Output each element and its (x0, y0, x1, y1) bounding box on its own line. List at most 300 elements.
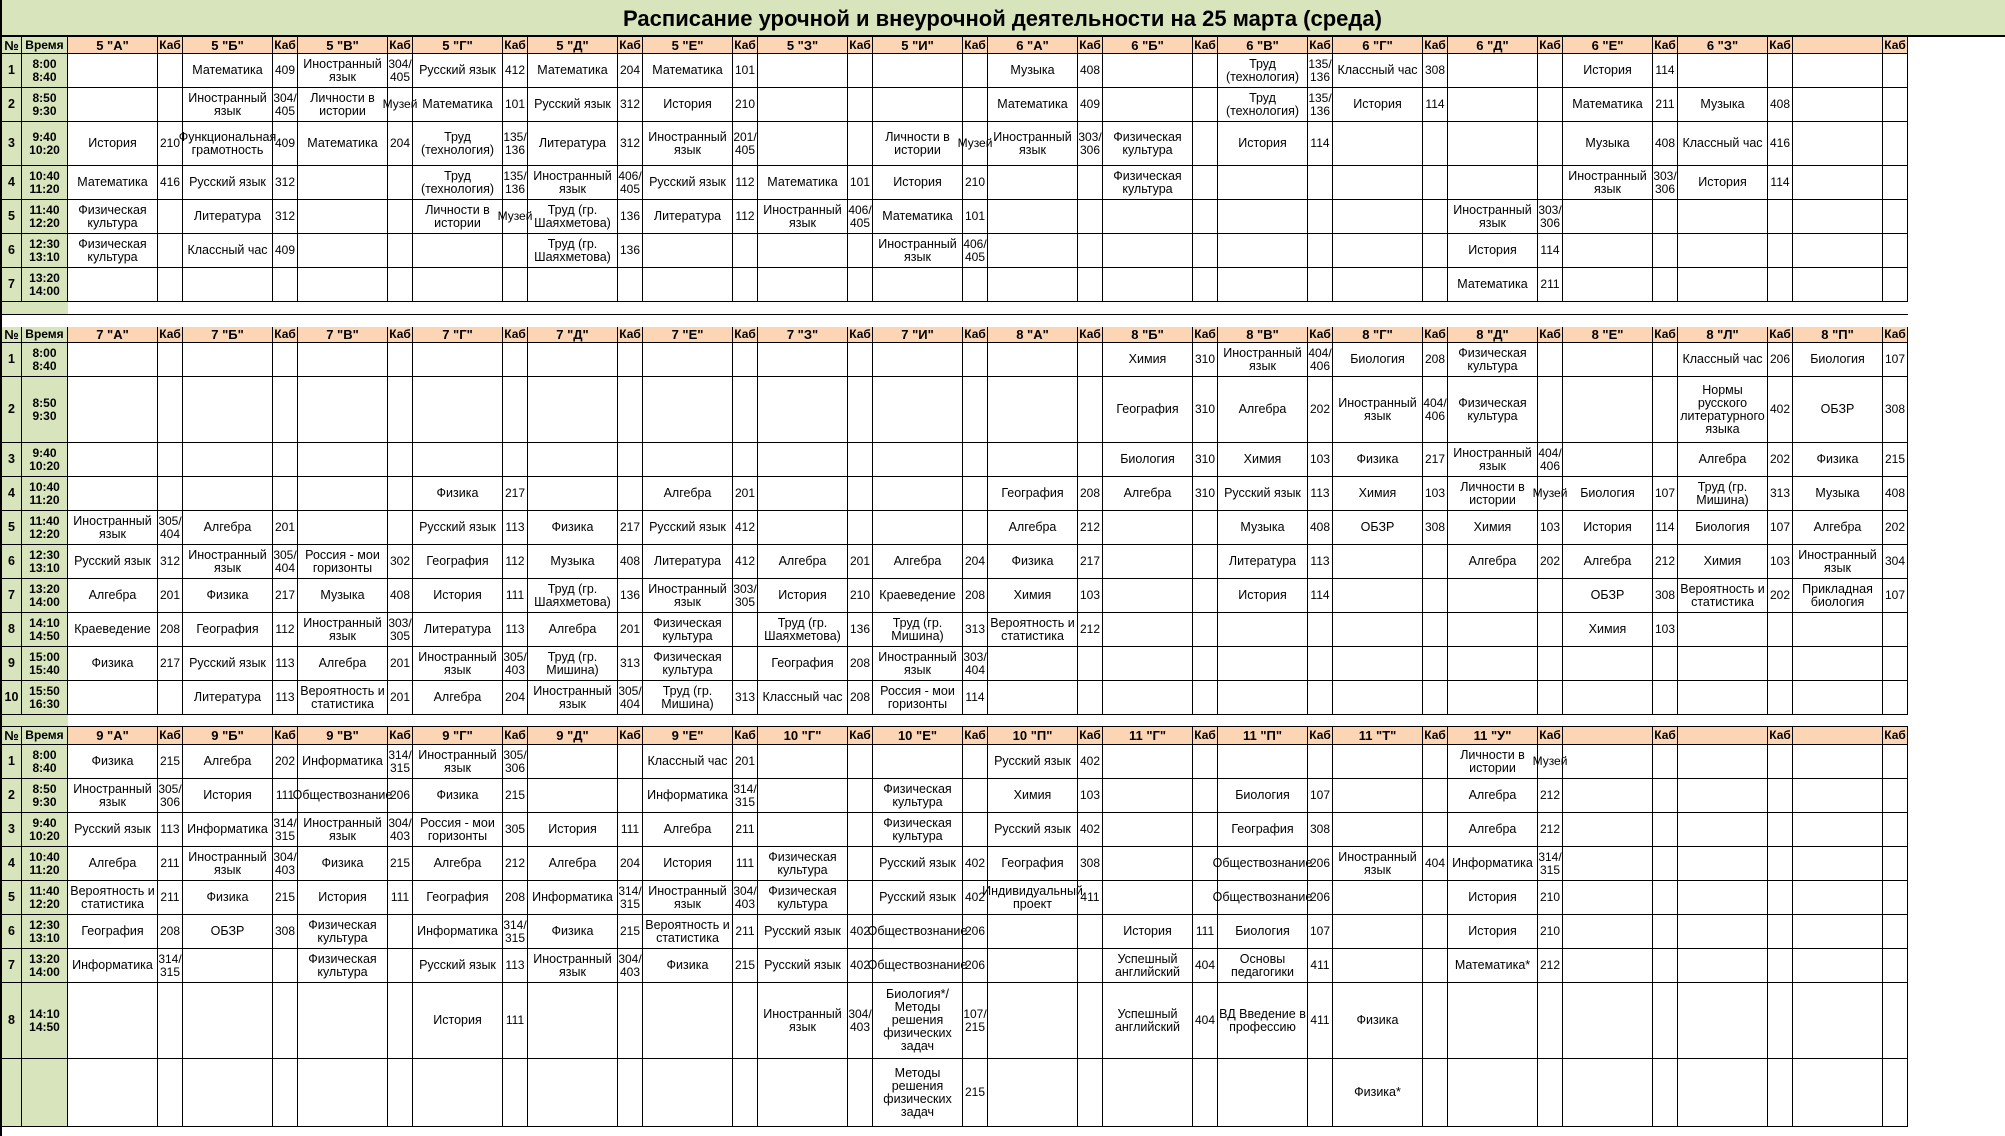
room-cell: 210 (1538, 881, 1563, 915)
room-cell: 312 (273, 200, 298, 234)
room-cell: 305/ 403 (503, 647, 528, 681)
room-cell: 107 (1768, 511, 1793, 545)
subject-cell (758, 511, 848, 545)
subject-cell: Русский язык (643, 166, 733, 200)
subject-cell (1103, 88, 1193, 122)
subject-cell: Русский язык (873, 881, 963, 915)
header-room: Каб (503, 37, 528, 54)
subject-cell (1103, 813, 1193, 847)
room-cell: 402 (1078, 813, 1103, 847)
subject-cell (183, 949, 273, 983)
header-class: 7 "В" (298, 327, 388, 343)
subject-cell (1333, 745, 1423, 779)
subject-cell (1793, 847, 1883, 881)
subject-cell (643, 234, 733, 268)
room-cell: 113 (273, 647, 298, 681)
room-cell (848, 1059, 873, 1127)
room-cell (733, 343, 758, 377)
header-class: 10 "П" (988, 727, 1078, 745)
room-cell (618, 1059, 643, 1127)
room-cell: 114 (1308, 122, 1333, 166)
room-cell (1193, 234, 1218, 268)
subject-cell: Физическая культура (643, 647, 733, 681)
header-room: Каб (1078, 37, 1103, 54)
subject-cell (1678, 813, 1768, 847)
room-cell (388, 477, 413, 511)
lesson-time: 14:10 14:50 (22, 983, 68, 1059)
subject-cell: Химия (1448, 511, 1538, 545)
subject-cell (988, 443, 1078, 477)
subject-cell (873, 268, 963, 302)
subject-cell (988, 681, 1078, 715)
header-class: 6 "Б" (1103, 37, 1193, 54)
room-cell: 314/ 315 (1538, 847, 1563, 881)
subject-cell (1678, 268, 1768, 302)
lesson-time: 11:40 12:20 (22, 200, 68, 234)
room-cell (158, 88, 183, 122)
room-cell (273, 983, 298, 1059)
room-cell: 411 (1308, 983, 1333, 1059)
subject-cell: История (68, 122, 158, 166)
subject-cell: Русский язык (873, 847, 963, 881)
room-cell (963, 343, 988, 377)
subject-cell (183, 268, 273, 302)
room-cell: 211 (1538, 268, 1563, 302)
header-class (1793, 727, 1883, 745)
subject-cell (758, 1059, 848, 1127)
subject-cell: История (1448, 881, 1538, 915)
room-cell (1423, 647, 1448, 681)
subject-cell: Физика (68, 745, 158, 779)
room-cell (1653, 443, 1678, 477)
subject-cell: Информатика (643, 779, 733, 813)
header-room: Каб (1078, 727, 1103, 745)
lesson-number: 3 (2, 122, 22, 166)
header-room: Каб (1308, 727, 1333, 745)
lesson-time: 9:40 10:20 (22, 122, 68, 166)
room-cell (1883, 166, 1908, 200)
room-cell: 308 (1423, 511, 1448, 545)
subject-cell: Математика (528, 54, 618, 88)
room-cell: 107 (1308, 779, 1333, 813)
room-cell (1653, 647, 1678, 681)
subject-cell (298, 343, 388, 377)
room-cell: 308 (1308, 813, 1333, 847)
room-cell (1078, 915, 1103, 949)
header-num: № (2, 37, 22, 54)
subject-cell: Физическая культура (873, 779, 963, 813)
header-room: Каб (1423, 727, 1448, 745)
subject-cell: Обществознание (1218, 881, 1308, 915)
subject-cell: Физическая культура (68, 200, 158, 234)
room-cell (1193, 268, 1218, 302)
subject-cell: Иностранный язык (68, 779, 158, 813)
room-cell (1883, 54, 1908, 88)
room-cell: 111 (503, 983, 528, 1059)
room-cell: 310 (1193, 477, 1218, 511)
subject-cell (1563, 647, 1653, 681)
lesson-number: 7 (2, 949, 22, 983)
header-room: Каб (963, 37, 988, 54)
room-cell: 305/ 306 (503, 745, 528, 779)
subject-cell: Классный час (183, 234, 273, 268)
room-cell (388, 166, 413, 200)
subject-cell: Прикладная биология (1793, 579, 1883, 613)
room-cell (848, 745, 873, 779)
room-cell: 113 (503, 949, 528, 983)
subject-cell (1678, 681, 1768, 715)
room-cell (848, 377, 873, 443)
subject-cell: Иностранный язык (528, 681, 618, 715)
subject-cell (1103, 579, 1193, 613)
subject-cell: Функциональная грамотность (183, 122, 273, 166)
lesson-time: 12:30 13:10 (22, 915, 68, 949)
subject-cell (988, 343, 1078, 377)
subject-cell: Успешный английский (1103, 949, 1193, 983)
subject-cell (758, 443, 848, 477)
room-cell (1883, 847, 1908, 881)
subject-cell: Математика (298, 122, 388, 166)
subject-cell (1678, 234, 1768, 268)
subject-cell: Иностранный язык (1218, 343, 1308, 377)
subject-cell: Классный час (758, 681, 848, 715)
subject-cell: История (1678, 166, 1768, 200)
room-cell: 215 (158, 745, 183, 779)
subject-cell (1448, 88, 1538, 122)
room-cell (1883, 88, 1908, 122)
subject-cell (1678, 847, 1768, 881)
room-cell: 202 (1883, 511, 1908, 545)
subject-cell: Физика (183, 579, 273, 613)
subject-cell: Иностранный язык (1563, 166, 1653, 200)
subject-cell: История (413, 983, 503, 1059)
block-spacer-side (2, 715, 68, 727)
subject-cell: Алгебра (873, 545, 963, 579)
header-class: 7 "А" (68, 327, 158, 343)
room-cell: 408 (1078, 54, 1103, 88)
subject-cell (988, 1059, 1078, 1127)
subject-cell: Математика (643, 54, 733, 88)
subject-cell (1448, 647, 1538, 681)
room-cell (1078, 949, 1103, 983)
room-cell: 402 (848, 915, 873, 949)
lesson-time: 8:50 9:30 (22, 377, 68, 443)
header-class: 7 "Е" (643, 327, 733, 343)
room-cell (388, 915, 413, 949)
lesson-number: 2 (2, 779, 22, 813)
room-cell (733, 268, 758, 302)
room-cell: 135/ 136 (1308, 54, 1333, 88)
subject-cell (1333, 779, 1423, 813)
header-class: 5 "Б" (183, 37, 273, 54)
header-class: 8 "Е" (1563, 327, 1653, 343)
room-cell (618, 983, 643, 1059)
subject-cell (1103, 545, 1193, 579)
subject-cell: Биология (1218, 779, 1308, 813)
header-class: 8 "П" (1793, 327, 1883, 343)
subject-cell (528, 745, 618, 779)
subject-cell (528, 983, 618, 1059)
room-cell: 304/ 403 (273, 847, 298, 881)
room-cell: 215 (618, 915, 643, 949)
room-cell: 136 (848, 613, 873, 647)
lesson-number: 1 (2, 343, 22, 377)
room-cell: 204 (618, 54, 643, 88)
header-room: Каб (1883, 327, 1908, 343)
header-room: Каб (158, 727, 183, 745)
room-cell (733, 1059, 758, 1127)
room-cell (1423, 268, 1448, 302)
subject-cell: Математика (183, 54, 273, 88)
room-cell (1423, 779, 1448, 813)
lesson-time: 8:50 9:30 (22, 88, 68, 122)
subject-cell: Физическая культура (1103, 166, 1193, 200)
room-cell: Музей (1538, 477, 1563, 511)
header-class: 5 "А" (68, 37, 158, 54)
subject-cell (68, 343, 158, 377)
room-cell: 302 (388, 545, 413, 579)
lesson-number: 1 (2, 745, 22, 779)
room-cell (158, 443, 183, 477)
header-class: 5 "В" (298, 37, 388, 54)
lesson-time: 9:40 10:20 (22, 813, 68, 847)
header-room: Каб (1193, 37, 1218, 54)
subject-cell (298, 477, 388, 511)
room-cell (1193, 1059, 1218, 1127)
subject-cell (1103, 745, 1193, 779)
subject-cell (68, 88, 158, 122)
subject-cell: Алгебра (758, 545, 848, 579)
room-cell (1883, 681, 1908, 715)
subject-cell (1333, 813, 1423, 847)
subject-cell: Классный час (1333, 54, 1423, 88)
room-cell (1193, 647, 1218, 681)
room-cell: 305/ 404 (618, 681, 643, 715)
room-cell (733, 613, 758, 647)
subject-cell: Музыка (298, 579, 388, 613)
subject-cell: Русский язык (643, 511, 733, 545)
subject-cell: Иностранный язык (68, 511, 158, 545)
header-room: Каб (1193, 327, 1218, 343)
room-cell: 201 (273, 511, 298, 545)
room-cell: 202 (1308, 377, 1333, 443)
subject-cell: Химия (1218, 443, 1308, 477)
room-cell: 208 (158, 915, 183, 949)
room-cell (273, 477, 298, 511)
header-room: Каб (1538, 327, 1563, 343)
subject-cell (298, 268, 388, 302)
header-room: Каб (848, 327, 873, 343)
subject-cell (68, 983, 158, 1059)
room-cell (618, 268, 643, 302)
room-cell (1768, 881, 1793, 915)
room-cell (388, 268, 413, 302)
room-cell (1883, 779, 1908, 813)
subject-cell: Литература (183, 681, 273, 715)
room-cell (1078, 234, 1103, 268)
room-cell: 404/ 406 (1423, 377, 1448, 443)
header-room: Каб (1768, 37, 1793, 54)
lesson-time: 8:00 8:40 (22, 54, 68, 88)
room-cell (1078, 200, 1103, 234)
header-room: Каб (1193, 727, 1218, 745)
subject-cell: Физика (528, 511, 618, 545)
subject-cell: Алгебра (1678, 443, 1768, 477)
header-room: Каб (1423, 37, 1448, 54)
room-cell (1768, 779, 1793, 813)
subject-cell (528, 377, 618, 443)
room-cell (1768, 200, 1793, 234)
room-cell: 208 (963, 579, 988, 613)
room-cell: 305/ 404 (158, 511, 183, 545)
room-cell (1653, 200, 1678, 234)
subject-cell: Физика (528, 915, 618, 949)
room-cell: 206 (1308, 881, 1333, 915)
subject-cell: Алгебра (643, 477, 733, 511)
subject-cell (1333, 200, 1423, 234)
room-cell (1883, 122, 1908, 166)
room-cell: 201 (733, 745, 758, 779)
room-cell: 208 (1423, 343, 1448, 377)
header-class: 11 "Г" (1103, 727, 1193, 745)
header-class: 5 "З" (758, 37, 848, 54)
subject-cell (758, 88, 848, 122)
room-cell: 303/ 305 (388, 613, 413, 647)
room-cell: 313 (1768, 477, 1793, 511)
subject-cell: История (1448, 915, 1538, 949)
subject-cell (1333, 166, 1423, 200)
subject-cell: Труд (технология) (1218, 88, 1308, 122)
header-room: Каб (388, 327, 413, 343)
subject-cell (1678, 779, 1768, 813)
room-cell (1423, 234, 1448, 268)
subject-cell (1448, 579, 1538, 613)
subject-cell (1333, 545, 1423, 579)
subject-cell: Русский язык (68, 813, 158, 847)
subject-cell (1218, 166, 1308, 200)
subject-cell: Алгебра (68, 847, 158, 881)
subject-cell: Математика (1448, 268, 1538, 302)
subject-cell: Иностранный язык (298, 813, 388, 847)
subject-cell: Обществознание (873, 915, 963, 949)
room-cell: 114 (1768, 166, 1793, 200)
room-cell: 201 (158, 579, 183, 613)
header-class: 6 "А" (988, 37, 1078, 54)
room-cell: 201/ 405 (733, 122, 758, 166)
subject-cell: Русский язык (528, 88, 618, 122)
subject-cell: Иностранный язык (528, 949, 618, 983)
subject-cell (1333, 681, 1423, 715)
room-cell: 114 (1653, 54, 1678, 88)
subject-cell (1218, 1059, 1308, 1127)
subject-cell: Успешный английский (1103, 983, 1193, 1059)
room-cell: 113 (273, 681, 298, 715)
header-room: Каб (733, 327, 758, 343)
subject-cell (1793, 200, 1883, 234)
room-cell (1423, 1059, 1448, 1127)
room-cell (1653, 745, 1678, 779)
room-cell (388, 377, 413, 443)
room-cell (388, 343, 413, 377)
room-cell: 201 (618, 613, 643, 647)
header-room: Каб (273, 727, 298, 745)
room-cell (1078, 681, 1103, 715)
room-cell (1423, 579, 1448, 613)
subject-cell (413, 1059, 503, 1127)
block-spacer (68, 715, 1908, 727)
subject-cell (1793, 745, 1883, 779)
subject-cell: Алгебра (68, 579, 158, 613)
subject-cell: Биология (1563, 477, 1653, 511)
lesson-number: 2 (2, 88, 22, 122)
room-cell (1193, 681, 1218, 715)
header-class: 9 "Г" (413, 727, 503, 745)
room-cell: 202 (1768, 443, 1793, 477)
room-cell (1768, 268, 1793, 302)
subject-cell (298, 377, 388, 443)
subject-cell: Музыка (528, 545, 618, 579)
header-class: 6 "З" (1678, 37, 1768, 54)
room-cell (848, 847, 873, 881)
subject-cell: История (643, 847, 733, 881)
subject-cell (643, 377, 733, 443)
room-cell: 107/ 215 (963, 983, 988, 1059)
subject-cell (528, 443, 618, 477)
room-cell: 409 (1078, 88, 1103, 122)
subject-cell: Обществознание (873, 949, 963, 983)
room-cell: 211 (158, 881, 183, 915)
subject-cell: Иностранный язык (413, 647, 503, 681)
subject-cell (873, 88, 963, 122)
header-class: 6 "В" (1218, 37, 1308, 54)
subject-cell: Русский язык (988, 745, 1078, 779)
room-cell (963, 377, 988, 443)
room-cell: 103 (1078, 579, 1103, 613)
subject-cell: Химия (1103, 343, 1193, 377)
room-cell: 206 (963, 915, 988, 949)
subject-cell (873, 745, 963, 779)
subject-cell: Личности в истории (298, 88, 388, 122)
room-cell (503, 377, 528, 443)
subject-cell: Иностранный язык (298, 54, 388, 88)
room-cell (1768, 813, 1793, 847)
subject-cell (1678, 200, 1768, 234)
subject-cell (1103, 779, 1193, 813)
subject-cell: Физическая культура (1448, 377, 1538, 443)
subject-cell: Иностранный язык (183, 847, 273, 881)
subject-cell: География (1218, 813, 1308, 847)
subject-cell: Информатика (1448, 847, 1538, 881)
header-room: Каб (1653, 327, 1678, 343)
room-cell (733, 647, 758, 681)
room-cell: 312 (273, 166, 298, 200)
subject-cell: Физическая культура (643, 613, 733, 647)
subject-cell: Алгебра (183, 511, 273, 545)
subject-cell (1218, 200, 1308, 234)
subject-cell: Литература (183, 200, 273, 234)
room-cell: 211 (733, 915, 758, 949)
subject-cell: Физика (413, 477, 503, 511)
subject-cell: Алгебра (1448, 779, 1538, 813)
room-cell (1078, 983, 1103, 1059)
subject-cell (1563, 681, 1653, 715)
subject-cell: Музыка (988, 54, 1078, 88)
page-title: Расписание урочной и внеурочной деятельности на 25 марта (среда) (0, 0, 2005, 37)
subject-cell (1793, 813, 1883, 847)
room-cell (1653, 881, 1678, 915)
header-room: Каб (618, 37, 643, 54)
subject-cell: Вероятность и статистика (298, 681, 388, 715)
